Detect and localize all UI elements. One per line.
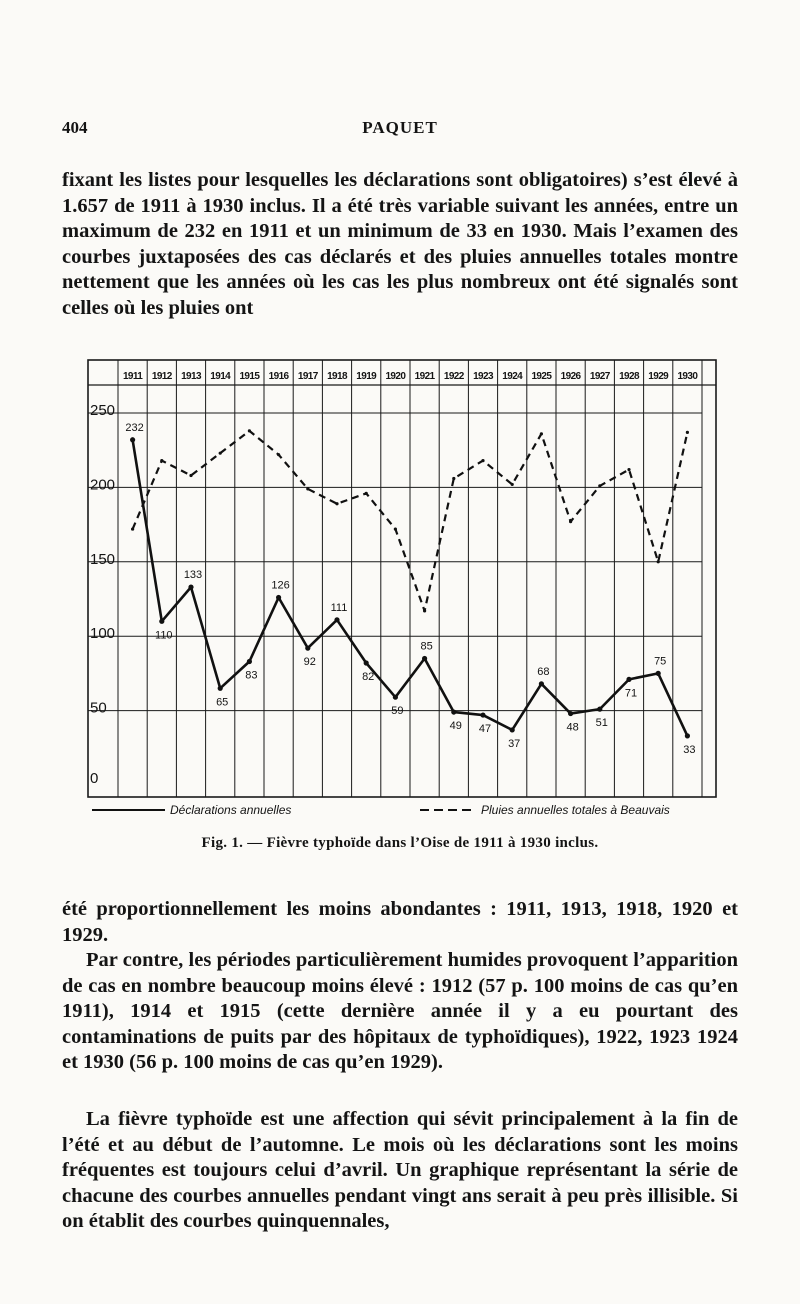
declarations-point: [334, 617, 339, 622]
data-label: 48: [566, 721, 579, 734]
x-tick-label: 1925: [531, 371, 552, 382]
rainfall-point: [394, 527, 397, 530]
x-tick-label: 1911: [122, 371, 143, 382]
x-tick-label: 1922: [443, 371, 464, 382]
data-label: 49: [449, 720, 462, 733]
rainfall-point: [219, 452, 222, 455]
x-tick-label: 1914: [210, 371, 231, 382]
data-label: 33: [683, 743, 696, 756]
data-label: 126: [271, 579, 290, 592]
x-tick-label: 1923: [473, 371, 493, 382]
declarations-point: [364, 660, 369, 665]
declarations-point: [305, 646, 310, 651]
declarations-line: [133, 440, 688, 736]
data-label: 51: [595, 717, 608, 730]
y-tick-label: 0: [90, 770, 99, 787]
rainfall-point: [452, 477, 455, 480]
declarations-point: [130, 437, 135, 442]
page-header: [62, 118, 738, 144]
data-label: 75: [654, 655, 667, 668]
rainfall-point: [657, 560, 660, 563]
declarations-point: [568, 711, 573, 716]
rainfall-point: [511, 483, 514, 486]
data-label: 82: [362, 670, 375, 683]
declarations-point: [422, 656, 427, 661]
chart-frame: [88, 360, 716, 797]
x-tick-label: 1921: [414, 371, 435, 382]
x-tick-label: 1920: [385, 371, 406, 382]
y-tick-label: 50: [90, 699, 107, 717]
rainfall-point: [627, 468, 630, 471]
data-label: 65: [216, 696, 229, 709]
page-number: 404: [62, 118, 88, 137]
data-label: 133: [183, 569, 203, 582]
data-label: 59: [391, 705, 404, 718]
x-tick-label: 1916: [268, 371, 289, 382]
declarations-point: [188, 584, 193, 589]
declarations-point: [656, 671, 661, 676]
declarations-point: [480, 712, 485, 717]
rainfall-point: [540, 432, 543, 435]
paragraph-3: Par contre, les périodes particulièrement humides provoquent l’apparition de cas en nombre beaucoup moins élevé : 1912 (57 p. 100 moins de cas qu’en 1911), 1914 et 1915 (cette dernière année il y a eu pourtant des contaminations de puits par des hôpitaux de typhoïdiques), 1922, 1923 1924 et 1930 (56 p. 100 moins de cas qu’en 1929).: [62, 949, 738, 1074]
declarations-point: [539, 681, 544, 686]
paragraph-2: été proportionnellement les moins abondantes : 1911, 1913, 1918, 1920 et 1929.: [62, 898, 738, 946]
x-tick-label: 1929: [648, 371, 669, 382]
rainfall-point: [248, 429, 251, 432]
y-tick-label: 200: [90, 476, 116, 494]
declarations-point: [626, 677, 631, 682]
data-label: 37: [508, 737, 521, 750]
data-label: 111: [330, 601, 348, 614]
y-tick-label: 250: [90, 402, 116, 419]
declarations-point: [218, 686, 223, 691]
x-tick-label: 1930: [677, 371, 698, 382]
rainfall-point: [686, 431, 689, 434]
declarations-point: [276, 595, 281, 600]
x-tick-label: 1928: [619, 371, 639, 382]
declarations-point: [247, 659, 252, 664]
declarations-point: [451, 709, 456, 714]
paragraph-4: La fièvre typhoïde est une affection qui sévit principalement à la fin de l’été et au début de l’automne. Le mois où les déclarations sont les moins fréquentes est toujours celui d’avril. Un graphique représentant la série de chacune des courbes annuelles pendant vingt ans serait à peu près illisible. Si on établit des courbes quinquennales,: [62, 1108, 738, 1233]
rainfall-point: [335, 502, 338, 505]
x-tick-label: 1926: [560, 371, 581, 382]
x-tick-label: 1927: [589, 371, 610, 382]
data-label: 232: [125, 421, 144, 434]
rainfall-point: [131, 527, 134, 530]
x-tick-label: 1924: [502, 371, 523, 382]
rainfall-point: [365, 492, 368, 495]
x-tick-label: 1919: [356, 371, 377, 382]
data-label: 71: [624, 687, 638, 700]
declarations-point: [510, 727, 515, 732]
rainfall-point: [189, 474, 192, 477]
x-tick-label: 1915: [239, 371, 260, 382]
data-label: 68: [537, 665, 550, 678]
declarations-point: [393, 695, 398, 700]
declarations-point: [159, 619, 164, 624]
rainfall-point: [569, 520, 572, 523]
rainfall-point: [423, 609, 426, 612]
rainfall-point: [306, 487, 309, 490]
rainfall-line: [133, 431, 688, 611]
running-head: PAQUET: [362, 118, 438, 137]
figure-caption: Fig. 1. — Fièvre typhoïde dans l’Oise de 1911 à 1930 inclus.: [201, 835, 599, 851]
legend-label-rainfall: Pluies annuelles totales à Beauvais: [481, 803, 670, 817]
rainfall-point: [277, 453, 280, 456]
x-tick-label: 1913: [181, 371, 201, 382]
rainfall-point: [481, 459, 484, 462]
rainfall-point: [598, 484, 601, 487]
x-tick-label: 1917: [297, 371, 318, 382]
data-label: 47: [478, 723, 492, 736]
x-tick-label: 1912: [151, 371, 172, 382]
declarations-point: [597, 707, 602, 712]
declarations-point: [685, 733, 690, 738]
data-label: 110: [155, 629, 173, 642]
y-tick-label: 100: [90, 625, 116, 643]
x-tick-label: 1918: [327, 371, 347, 382]
data-label: 85: [420, 640, 433, 653]
rainfall-point: [160, 459, 163, 462]
data-label: 92: [303, 656, 316, 669]
legend-label-declarations: Déclarations annuelles: [170, 803, 292, 817]
y-tick-label: 150: [90, 550, 116, 568]
data-label: 83: [245, 669, 258, 682]
paragraph-1: fixant les listes pour lesquelles les déclarations sont obligatoires) s’est élevé à 1.657 de 1911 à 1930 inclus. Il a été très variable suivant les années, entre un maximum de 232 en 1911 et un minimum de 33 en 1930. Mais l’examen des courbes juxtaposées des cas déclarés et des pluies annuelles totales montre nettement que les années où les cas les plus nombreux ont été signalés sont celles où les pluies ont: [62, 169, 738, 319]
